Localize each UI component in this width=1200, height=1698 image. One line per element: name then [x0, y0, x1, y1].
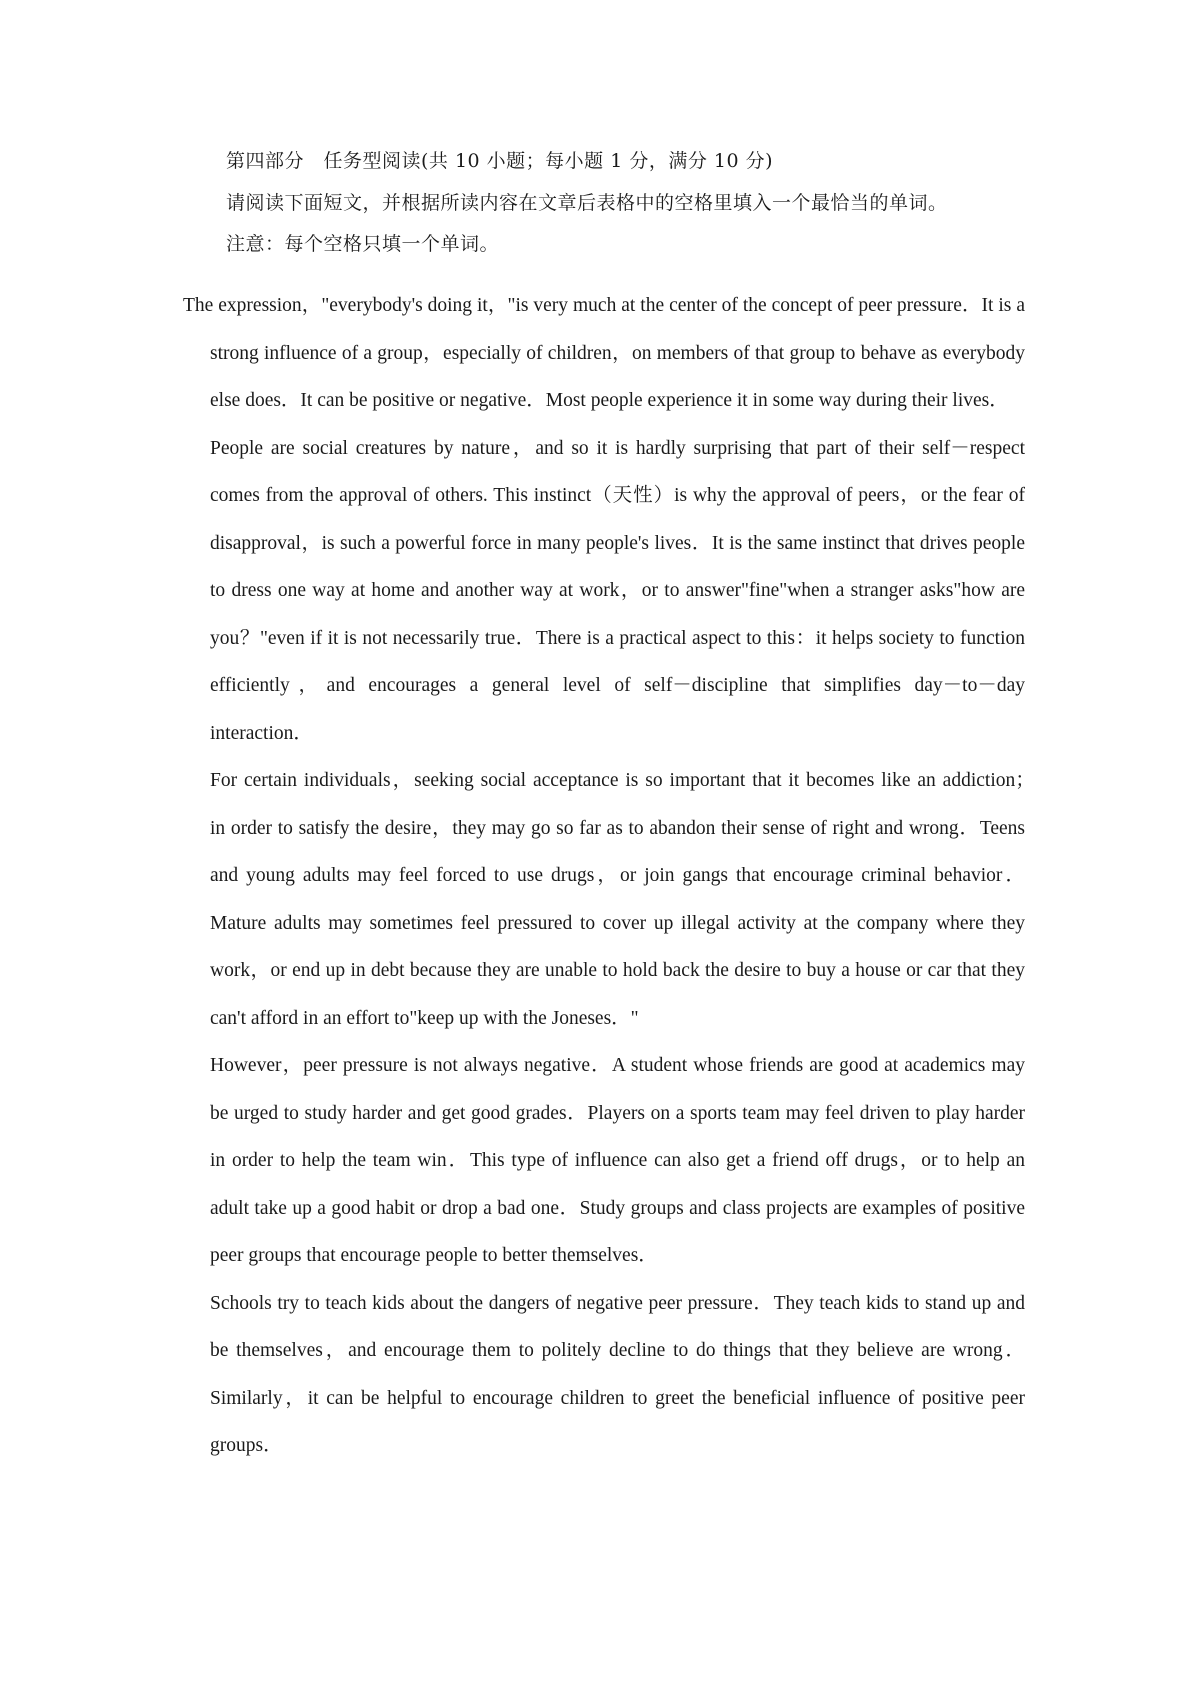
paragraph-2: People are social creatures by nature，and so it is hardly surprising that part of their self－respect comes from the approval of others. This instinct（天性）is why the approval of peers，or the fear of disapproval，is such a powerful force in many people's lives．It is the same instinct that drives people to dress one way at home and another way at work，or to answer"fine"when a stranger asks"how are you？"even if it is not necessarily true．There is a practical aspect to this：it helps society to function efficiently，and encourages a general level of self－discipline that simplifies day－to－day interaction．: [210, 437, 1025, 744]
instructions: 请阅读下面短文，并根据所读内容在文章后表格中的空格里填入一个最恰当的单词。: [226, 192, 948, 214]
note: 注意：每个空格只填一个单词。: [226, 233, 500, 255]
section-title: 第四部分 任务型阅读(共 10 小题；每小题 1 分，满分 10 分): [226, 150, 774, 172]
paragraph-4: However，peer pressure is not always negative．A student whose friends are good at academics may be urged to study harder and get good grades．Players on a sports team may feel driven to play harder in order to help the team win．This type of influence can also get a friend off drugs，or to help an adult take up a good habit or drop a bad one．Study groups and class projects are examples of positive peer groups that encourage people to better themselves．: [210, 1055, 1025, 1266]
reading-passage: [183, 282, 1045, 1470]
paragraph-3: For certain individuals，seeking social acceptance is so important that it becomes like an addiction； in order to satisfy the desire，they may go so far as to abandon their sense of right and wrong．Teens and young adults may feel forced to use drugs，or join gangs that encourage criminal behavior．Mature adults may sometimes feel pressured to cover up illegal activity at the company where they work，or end up in debt because they are unable to hold back the desire to buy a house or car that they can't afford in an effort to"keep up with the Joneses．": [210, 770, 1045, 1029]
paragraph-5: Schools try to teach kids about the dangers of negative peer pressure．They teach kids to stand up and be themselves，and encourage them to politely decline to do things that they believe are wrong．Similarly，it can be helpful to encourage children to greet the beneficial influence of positive peer groups．: [210, 1292, 1025, 1456]
paragraph-1: The expression，"everybody's doing it，"is very much at the center of the concept of peer pressure．It is a strong influence of a group，especially of children，on members of that group to behave as everybody else does．It can be positive or negative．Most people experience it in some way during their lives．: [183, 295, 1025, 411]
